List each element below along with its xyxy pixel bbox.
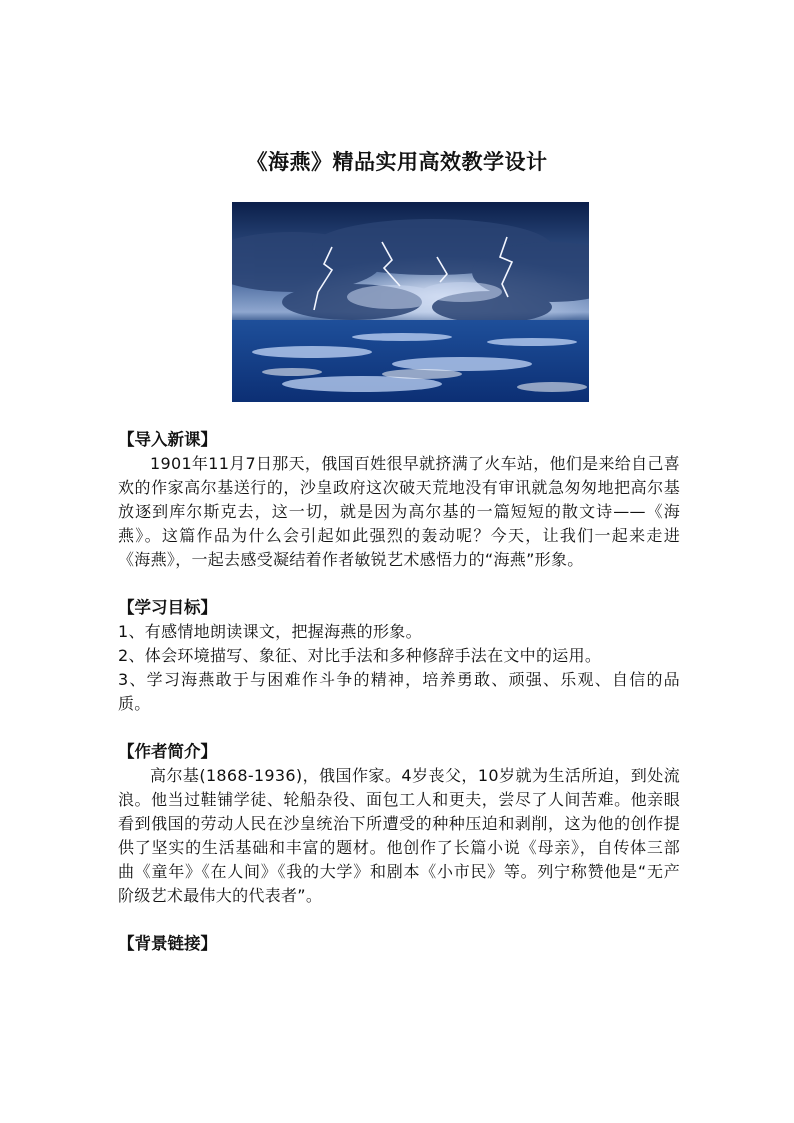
spacer (118, 908, 680, 932)
author-paragraph: 高尔基(1868-1936)，俄国作家。4岁丧父，10岁就为生活所迫，到处流浪。他当过鞋铺学徒、轮船杂役、面包工人和更夫，尝尽了人间苦难。他亲眼看到俄国的劳动人民在沙皇统治下所遭受的种种压迫和剥削，这为他的创作提供了坚实的生活基础和丰富的题材。他创作了长篇小说《母亲》，自传体三部曲《童年》《在人间》《我的大学》和剧本《小市民》等。列宁称赞他是“无产阶级艺术最伟大的代表者”。 (118, 766, 680, 905)
section-heading-author: 【作者简介】 (118, 742, 217, 761)
spacer (118, 572, 680, 596)
section-heading-background: 【背景链接】 (118, 934, 217, 953)
goal-item-1: 1、有感情地朗读课文，把握海燕的形象。 (118, 622, 422, 641)
goal-item-2: 2、体会环境描写、象征、对比手法和多种修辞手法在文中的运用。 (118, 646, 602, 665)
goal-item-3: 3、学习海燕敢于与困难作斗争的精神，培养勇敢、顽强、乐观、自信的品质。 (118, 670, 680, 713)
intro-paragraph: 1901年11月7日那天，俄国百姓很早就挤满了火车站，他们是来给自己喜欢的作家高尔基送行的，沙皇政府这次破天荒地没有审讯就急匆匆地把高尔基放逐到库尔斯克去，这一切，就是因为高尔基的一篇短短的散文诗——《海燕》。这篇作品为什么会引起如此强烈的轰动呢？今天，让我们一起来走进《海燕》，一起去感受凝结着作者敏锐艺术感悟力的“海燕”形象。 (118, 454, 680, 569)
spacer (118, 716, 680, 740)
page-title: 《海燕》精品实用高效教学设计 (246, 149, 548, 174)
section-heading-goals: 【学习目标】 (118, 598, 217, 617)
document-body (118, 428, 680, 956)
section-heading-intro: 【导入新课】 (118, 430, 217, 449)
stormy-sea-lightning-image (232, 202, 589, 402)
